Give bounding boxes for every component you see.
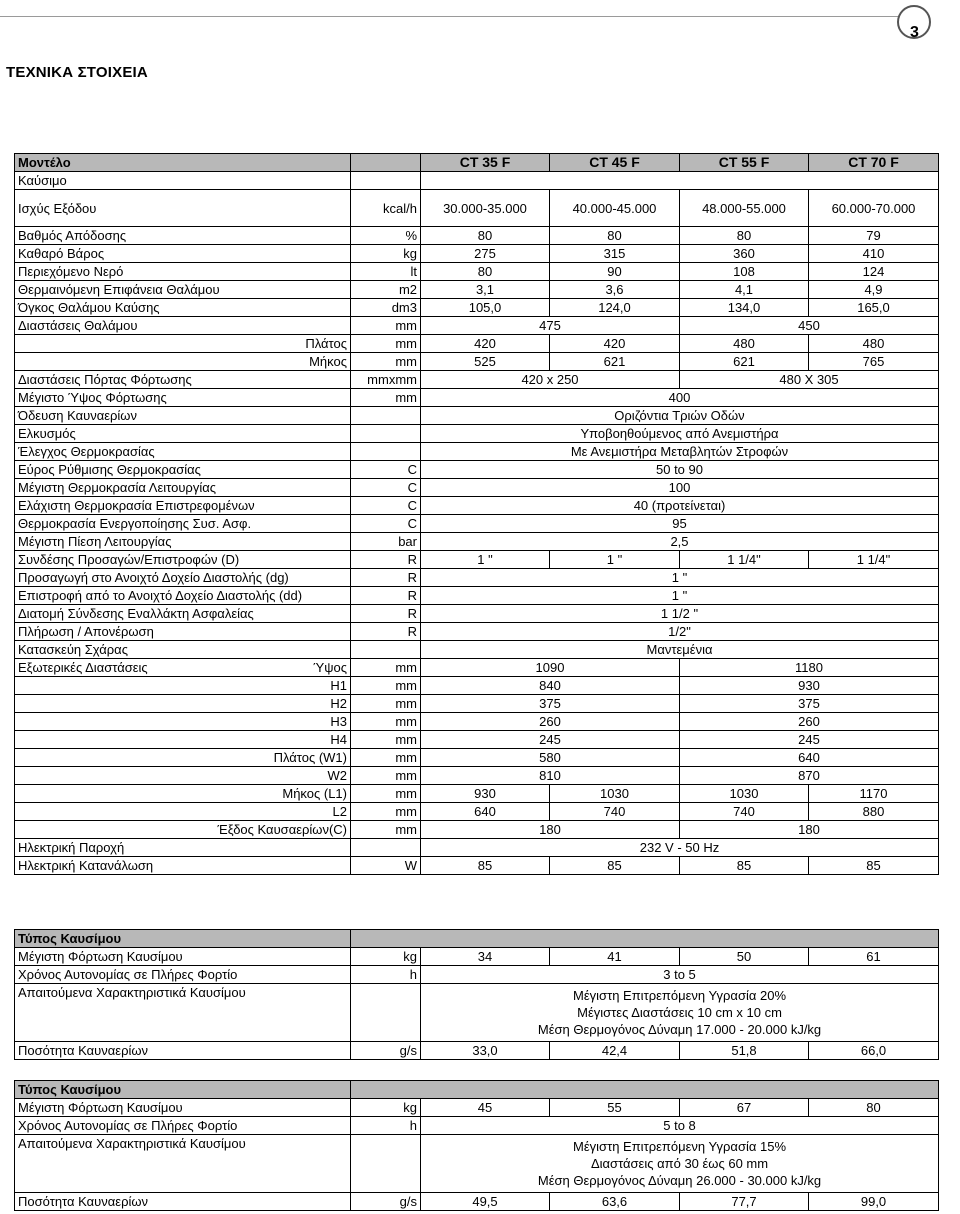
- max-temp-label: Μέγιστη Θερμοκρασία Λειτουργίας: [15, 479, 351, 497]
- table-row: [15, 984, 939, 1042]
- chamber-length-label: Μήκος: [15, 353, 351, 371]
- supply-label: Ηλεκτρική Παροχή: [15, 839, 351, 857]
- consumption-value: 85: [421, 857, 550, 875]
- draught-value: Υποβοηθούμενος από Ανεμιστήρα: [421, 425, 939, 443]
- table-row: [15, 172, 939, 190]
- model-ct35f: CT 35 F: [421, 154, 550, 172]
- table-row: [15, 407, 939, 425]
- table-row: [15, 749, 939, 767]
- table-row: [15, 1193, 939, 1211]
- autonomy-unit: h: [351, 966, 421, 984]
- table-row: [15, 569, 939, 587]
- flow-return-value: 1 ": [550, 551, 680, 569]
- fuel-requirement-line: Μέση Θερμογόνος Δύναμη 26.000 - 30.000 kJ/kg: [537, 1173, 822, 1188]
- ext-h4-unit: mm: [351, 731, 421, 749]
- table-row: [15, 335, 939, 353]
- ext-l1-label: Μήκος (L1): [15, 785, 351, 803]
- return-tank-unit: R: [351, 587, 421, 605]
- max-fuel-load-label: Μέγιστη Φόρτωση Καυσίμου: [15, 948, 351, 966]
- table-row: [15, 695, 939, 713]
- chamber-length-value: 621: [550, 353, 680, 371]
- table-row: [15, 227, 939, 245]
- consumption-value: 85: [809, 857, 939, 875]
- max-fuel-load-value: 41: [550, 948, 680, 966]
- flow-return-label: Συνδέσης Προσαγών/Επιστροφών (D): [15, 551, 351, 569]
- header-rule: [0, 16, 906, 17]
- table-row: [15, 767, 939, 785]
- max-fuel-load-value: 50: [680, 948, 809, 966]
- table-row: [15, 659, 939, 677]
- ext-l1-value: 1030: [680, 785, 809, 803]
- heated-surface-value: 4,1: [680, 281, 809, 299]
- page-number: 3: [910, 24, 919, 41]
- chamber-dims-unit: mm: [351, 317, 421, 335]
- table-header-row: [15, 154, 939, 172]
- flue-route-value: Οριζόντια Τριών Οδών: [421, 407, 939, 425]
- max-fuel-load-label: Μέγιστη Φόρτωση Καυσίμου: [15, 1099, 351, 1117]
- page-number-badge: [897, 5, 931, 39]
- table-row: [15, 425, 939, 443]
- chamber-width-value: 420: [550, 335, 680, 353]
- chamber-length-value: 621: [680, 353, 809, 371]
- feed-tank-unit: R: [351, 569, 421, 587]
- flow-return-value: 1 ": [421, 551, 550, 569]
- model-ct55f: CT 55 F: [680, 154, 809, 172]
- ext-l2-unit: mm: [351, 803, 421, 821]
- fuel-table-2: [14, 1080, 939, 1211]
- output-label: Ισχύς Εξόδου: [15, 190, 351, 227]
- table-row: [15, 857, 939, 875]
- temp-range-unit: C: [351, 461, 421, 479]
- ext-height-value: 1090: [421, 659, 680, 677]
- autonomy-value: 3 to 5: [421, 966, 939, 984]
- feed-tank-value: 1 ": [421, 569, 939, 587]
- autonomy-value: 5 to 8: [421, 1117, 939, 1135]
- ext-w2-unit: mm: [351, 767, 421, 785]
- chamber-length-unit: mm: [351, 353, 421, 371]
- ext-h1-value: 840: [421, 677, 680, 695]
- fuel-requirements-value: [421, 984, 939, 1042]
- fuel-requirement-line: Διαστάσεις από 30 έως 60 mm: [590, 1156, 769, 1171]
- ext-dims-cell: [15, 659, 351, 677]
- fuel-requirements-label: Απαιτούμενα Χαρακτηριστικά Καυσίμου: [15, 1135, 351, 1193]
- efficiency-value: 80: [421, 227, 550, 245]
- water-content-value: 124: [809, 263, 939, 281]
- heated-surface-value: 3,1: [421, 281, 550, 299]
- table-row: [15, 245, 939, 263]
- flue-route-label: Όδευση Καυναερίων: [15, 407, 351, 425]
- chamber-width-value: 480: [809, 335, 939, 353]
- chamber-length-value: 765: [809, 353, 939, 371]
- max-fuel-load-value: 80: [809, 1099, 939, 1117]
- table-row: [15, 461, 939, 479]
- flow-return-value: 1 1/4": [680, 551, 809, 569]
- max-load-height-value: 400: [421, 389, 939, 407]
- table-row: [15, 190, 939, 227]
- max-load-height-label: Μέγιστο Ύψος Φόρτωσης: [15, 389, 351, 407]
- ext-l2-label: L2: [15, 803, 351, 821]
- ext-l2-value: 740: [550, 803, 680, 821]
- max-fuel-load-unit: kg: [351, 948, 421, 966]
- heated-surface-value: 4,9: [809, 281, 939, 299]
- exchanger-value: 1 1/2 ": [421, 605, 939, 623]
- efficiency-value: 80: [680, 227, 809, 245]
- water-content-unit: lt: [351, 263, 421, 281]
- fuel-type-header: Τύπος Καυσίμου: [15, 1081, 351, 1099]
- max-load-height-unit: mm: [351, 389, 421, 407]
- ext-l1-unit: mm: [351, 785, 421, 803]
- grate-value: Μαντεμένια: [421, 641, 939, 659]
- door-dims-label: Διαστάσεις Πόρτας Φόρτωσης: [15, 371, 351, 389]
- table-row: [15, 551, 939, 569]
- ext-h2-value: 375: [421, 695, 680, 713]
- ext-h2-value: 375: [680, 695, 939, 713]
- output-value: 30.000-35.000: [421, 190, 550, 227]
- consumption-value: 85: [550, 857, 680, 875]
- safety-temp-unit: C: [351, 515, 421, 533]
- ext-l2-value: 640: [421, 803, 550, 821]
- ext-w2-label: W2: [15, 767, 351, 785]
- table-row: [15, 1099, 939, 1117]
- table-row: [15, 515, 939, 533]
- ext-h3-unit: mm: [351, 713, 421, 731]
- net-weight-value: 315: [550, 245, 680, 263]
- temp-control-value: Με Ανεμιστήρα Μεταβλητών Στροφών: [421, 443, 939, 461]
- fill-drain-label: Πλήρωση / Απονέρωση: [15, 623, 351, 641]
- water-content-label: Περιεχόμενο Νερό: [15, 263, 351, 281]
- output-value: 48.000-55.000: [680, 190, 809, 227]
- chamber-length-value: 525: [421, 353, 550, 371]
- door-dims-unit: mmxmm: [351, 371, 421, 389]
- ext-height-label: Ύψος: [313, 660, 347, 675]
- chamber-width-value: 420: [421, 335, 550, 353]
- min-return-temp-unit: C: [351, 497, 421, 515]
- net-weight-value: 275: [421, 245, 550, 263]
- ext-l2-value: 880: [809, 803, 939, 821]
- output-value: 40.000-45.000: [550, 190, 680, 227]
- table-row: [15, 299, 939, 317]
- ext-flue-exit-value: 180: [421, 821, 680, 839]
- ext-h3-value: 260: [421, 713, 680, 731]
- grate-label: Κατασκεύη Σχάρας: [15, 641, 351, 659]
- fuel-table-header: [15, 930, 939, 948]
- ext-h2-label: H2: [15, 695, 351, 713]
- door-dims-value: 420 x 250: [421, 371, 680, 389]
- temp-range-label: Εύρος Ρύθμισης Θερμοκρασίας: [15, 461, 351, 479]
- fuel-requirement-line: Μέγιστη Επιτρεπόμενη Υγρασία 20%: [573, 988, 787, 1003]
- page-title: ΤΕΧΝΙΚΑ ΣΤΟΙΧΕΙΑ: [6, 64, 148, 81]
- table-row: [15, 497, 939, 515]
- net-weight-value: 410: [809, 245, 939, 263]
- door-dims-value: 480 X 305: [680, 371, 939, 389]
- net-weight-unit: kg: [351, 245, 421, 263]
- ext-flue-exit-label: Έξδος Καυσαερίων(C): [15, 821, 351, 839]
- ext-dims-label: Εξωτερικές Διαστάσεις: [18, 660, 148, 675]
- net-weight-label: Καθαρό Βάρος: [15, 245, 351, 263]
- exchanger-label: Διατομή Σύνδεσης Εναλλάκτη Ασφαλείας: [15, 605, 351, 623]
- table-row: [15, 948, 939, 966]
- model-ct70f: CT 70 F: [809, 154, 939, 172]
- flue-qty-value: 66,0: [809, 1042, 939, 1060]
- chamber-dims-label: Διαστάσεις Θαλάμου: [15, 317, 351, 335]
- table-row: [15, 479, 939, 497]
- max-fuel-load-value: 45: [421, 1099, 550, 1117]
- max-fuel-load-value: 34: [421, 948, 550, 966]
- fill-drain-value: 1/2": [421, 623, 939, 641]
- flue-qty-value: 51,8: [680, 1042, 809, 1060]
- flue-qty-value: 77,7: [680, 1193, 809, 1211]
- flue-qty-label: Ποσότητα Καυναερίων: [15, 1042, 351, 1060]
- return-tank-value: 1 ": [421, 587, 939, 605]
- table-row: [15, 623, 939, 641]
- table-row: [15, 1042, 939, 1060]
- flue-qty-value: 63,6: [550, 1193, 680, 1211]
- table-row: [15, 677, 939, 695]
- main-spec-table: [14, 153, 939, 875]
- efficiency-value: 80: [550, 227, 680, 245]
- table-row: [15, 966, 939, 984]
- fuel-label: Καύσιμο: [15, 172, 351, 190]
- ext-height-unit: mm: [351, 659, 421, 677]
- fuel-requirements-value: [421, 1135, 939, 1193]
- chamber-volume-value: 124,0: [550, 299, 680, 317]
- max-fuel-load-value: 61: [809, 948, 939, 966]
- table-row: [15, 821, 939, 839]
- fuel-requirement-line: Μέση Θερμογόνος Δύναμη 17.000 - 20.000 kJ/kg: [537, 1022, 822, 1037]
- table-row: [15, 317, 939, 335]
- table-row: [15, 1135, 939, 1193]
- consumption-unit: W: [351, 857, 421, 875]
- max-pressure-value: 2,5: [421, 533, 939, 551]
- chamber-volume-value: 134,0: [680, 299, 809, 317]
- heated-surface-unit: m2: [351, 281, 421, 299]
- ext-w2-value: 870: [680, 767, 939, 785]
- table-row: [15, 389, 939, 407]
- table-row: [15, 371, 939, 389]
- ext-h4-value: 245: [680, 731, 939, 749]
- ext-h3-value: 260: [680, 713, 939, 731]
- fuel-requirement-line: Μέγιστη Επιτρεπόμενη Υγρασία 15%: [573, 1139, 787, 1154]
- max-temp-value: 100: [421, 479, 939, 497]
- temp-control-label: Έλεγχος Θερμοκρασίας: [15, 443, 351, 461]
- heated-surface-value: 3,6: [550, 281, 680, 299]
- table-row: [15, 353, 939, 371]
- ext-l1-value: 1030: [550, 785, 680, 803]
- chamber-volume-value: 165,0: [809, 299, 939, 317]
- water-content-value: 80: [421, 263, 550, 281]
- max-pressure-unit: bar: [351, 533, 421, 551]
- fuel-table-header: [15, 1081, 939, 1099]
- flow-return-value: 1 1/4": [809, 551, 939, 569]
- fuel-requirements-label: Απαιτούμενα Χαρακτηριστικά Καυσίμου: [15, 984, 351, 1042]
- exchanger-unit: R: [351, 605, 421, 623]
- table-row: [15, 713, 939, 731]
- ext-h4-label: H4: [15, 731, 351, 749]
- table-row: [15, 605, 939, 623]
- water-content-value: 90: [550, 263, 680, 281]
- efficiency-value: 79: [809, 227, 939, 245]
- flue-qty-unit: g/s: [351, 1193, 421, 1211]
- autonomy-unit: h: [351, 1117, 421, 1135]
- draught-label: Ελκυσμός: [15, 425, 351, 443]
- max-temp-unit: C: [351, 479, 421, 497]
- ext-flue-exit-value: 180: [680, 821, 939, 839]
- fill-drain-unit: R: [351, 623, 421, 641]
- output-value: 60.000-70.000: [809, 190, 939, 227]
- ext-h1-value: 930: [680, 677, 939, 695]
- chamber-volume-unit: dm3: [351, 299, 421, 317]
- ext-w1-unit: mm: [351, 749, 421, 767]
- ext-h4-value: 245: [421, 731, 680, 749]
- supply-value: 232 V - 50 Hz: [421, 839, 939, 857]
- water-content-value: 108: [680, 263, 809, 281]
- max-fuel-load-unit: kg: [351, 1099, 421, 1117]
- fuel-type-header: Τύπος Καυσίμου: [15, 930, 351, 948]
- ext-w2-value: 810: [421, 767, 680, 785]
- table-row: [15, 1117, 939, 1135]
- table-row: [15, 533, 939, 551]
- table-row: [15, 443, 939, 461]
- flue-qty-unit: g/s: [351, 1042, 421, 1060]
- max-fuel-load-value: 67: [680, 1099, 809, 1117]
- table-row: [15, 731, 939, 749]
- safety-temp-value: 95: [421, 515, 939, 533]
- model-header-label: Μοντέλο: [15, 154, 351, 172]
- table-row: [15, 803, 939, 821]
- net-weight-value: 360: [680, 245, 809, 263]
- efficiency-unit: %: [351, 227, 421, 245]
- chamber-width-value: 480: [680, 335, 809, 353]
- table-row: [15, 281, 939, 299]
- ext-w1-value: 640: [680, 749, 939, 767]
- fuel-table-1: [14, 929, 939, 1060]
- ext-h3-label: H3: [15, 713, 351, 731]
- ext-h1-label: H1: [15, 677, 351, 695]
- ext-w1-label: Πλάτος (W1): [15, 749, 351, 767]
- autonomy-label: Χρόνος Αυτονομίας σε Πλήρες Φορτίο: [15, 966, 351, 984]
- table-row: [15, 263, 939, 281]
- chamber-volume-label: Όγκος Θαλάμου Καύσης: [15, 299, 351, 317]
- chamber-volume-value: 105,0: [421, 299, 550, 317]
- table-row: [15, 785, 939, 803]
- ext-w1-value: 580: [421, 749, 680, 767]
- ext-height-value: 1180: [680, 659, 939, 677]
- ext-h2-unit: mm: [351, 695, 421, 713]
- chamber-width-unit: mm: [351, 335, 421, 353]
- ext-h1-unit: mm: [351, 677, 421, 695]
- table-row: [15, 587, 939, 605]
- heated-surface-label: Θερμαινόμενη Επιφάνεια Θαλάμου: [15, 281, 351, 299]
- flue-qty-value: 42,4: [550, 1042, 680, 1060]
- min-return-temp-value: 40 (προτείνεται): [421, 497, 939, 515]
- min-return-temp-label: Ελάχιστη Θερμοκρασία Επιστρεφομένων: [15, 497, 351, 515]
- output-unit: kcal/h: [351, 190, 421, 227]
- max-fuel-load-value: 55: [550, 1099, 680, 1117]
- flow-return-unit: R: [351, 551, 421, 569]
- flue-qty-value: 99,0: [809, 1193, 939, 1211]
- consumption-label: Ηλεκτρική Κατανάλωση: [15, 857, 351, 875]
- table-row: [15, 641, 939, 659]
- ext-l1-value: 1170: [809, 785, 939, 803]
- chamber-dims-value: 475: [421, 317, 680, 335]
- flue-qty-value: 49,5: [421, 1193, 550, 1211]
- ext-l1-value: 930: [421, 785, 550, 803]
- autonomy-label: Χρόνος Αυτονομίας σε Πλήρες Φορτίο: [15, 1117, 351, 1135]
- safety-temp-label: Θερμοκρασία Ενεργοποίησης Συσ. Ασφ.: [15, 515, 351, 533]
- feed-tank-label: Προσαγωγή στο Ανοιχτό Δοχείο Διαστολής (dg): [15, 569, 351, 587]
- ext-l2-value: 740: [680, 803, 809, 821]
- ext-flue-exit-unit: mm: [351, 821, 421, 839]
- flue-qty-value: 33,0: [421, 1042, 550, 1060]
- table-row: [15, 839, 939, 857]
- chamber-dims-value: 450: [680, 317, 939, 335]
- flue-qty-label: Ποσότητα Καυναερίων: [15, 1193, 351, 1211]
- temp-range-value: 50 to 90: [421, 461, 939, 479]
- consumption-value: 85: [680, 857, 809, 875]
- efficiency-label: Βαθμός Απόδοσης: [15, 227, 351, 245]
- model-ct45f: CT 45 F: [550, 154, 680, 172]
- fuel-requirement-line: Μέγιστες Διαστάσεις 10 cm x 10 cm: [577, 1005, 782, 1020]
- max-pressure-label: Μέγιστη Πίεση Λειτουργίας: [15, 533, 351, 551]
- return-tank-label: Επιστροφή από το Ανοιχτό Δοχείο Διαστολής (dd): [15, 587, 351, 605]
- chamber-width-label: Πλάτος: [15, 335, 351, 353]
